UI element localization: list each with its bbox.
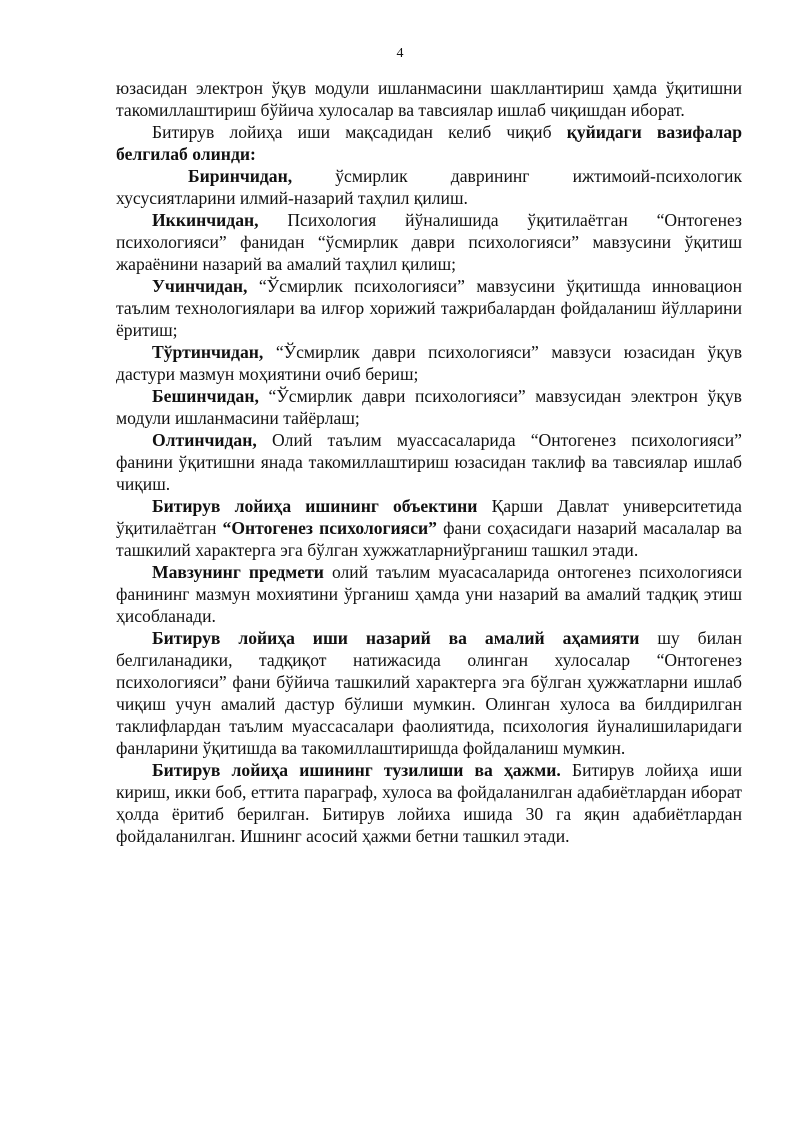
page-number: 4 — [396, 46, 404, 61]
paragraph-bold-lead: Учинчидан, — [152, 276, 248, 296]
paragraph-intro-continuation — [116, 77, 742, 121]
paragraph-bold-lead: Мавзунинг предмети — [152, 562, 324, 582]
paragraph-text: “Ўсмирлик психологияси” мавзусини ўқитишда инновацион таълим технологиялари ва илғор хорижий тажрибалардан фойдаланиш йўлларини ёритиш; — [116, 276, 742, 340]
paragraph-task-5 — [116, 385, 742, 429]
paragraph-task-1 — [116, 165, 742, 209]
document-body — [116, 77, 742, 847]
paragraph-bold-lead: Бешинчидан, — [152, 386, 259, 406]
paragraph-bold-lead: қуйидаги вазифалар белгилаб олинди: — [116, 122, 743, 164]
paragraph-text: шу билан белгиланадики, тадқиқот натижасида олинган хулосалар “Онтогенез психологияси” фани бўйича ташкилий характерга эга бўлган ҳужжатларни ишлаб чиқиш учун амалий дастур бўлиши мумкин. Олинган хулоса ва билдирилган таклифлардан таълим муассасалари фаолиятида, психология йуналишиларидаги фанларини ўқитишда ва такомиллаштиришда фойдаланиш мумкин. — [116, 628, 742, 758]
paragraph-text: “Ўсмирлик даври психологияси” мавзусидан электрон ўқув модули ишланмасини тайёрлаш; — [116, 386, 742, 428]
paragraph-significance — [116, 627, 742, 759]
paragraph-task-4 — [116, 341, 742, 385]
paragraph-task-2 — [116, 209, 742, 275]
paragraph-tasks-intro — [116, 121, 742, 165]
paragraph-bold-lead: Битирув лойиҳа ишининг объектини — [152, 496, 478, 516]
paragraph-text: Қарши Давлат университетида ўқитилаётган — [116, 496, 742, 538]
paragraph-text: юзасидан электрон ўқув модули ишланмасини шакллантириш ҳамда ўқитишни такомиллаштириш бўйича хулосалар ва тавсиялар ишлаб чиқишдан иборат. — [116, 78, 742, 120]
paragraph-task-3 — [116, 275, 742, 341]
paragraph-bold-inline: “Онтогенез психологияси” — [222, 518, 437, 538]
paragraph-bold-lead: Олтинчидан, — [152, 430, 257, 450]
paragraph-text: Психология йўналишида ўқитилаётган “Онтогенез психологияси” фанидан “ўсмирлик даври психологияси” мавзусини ўқитиш жараёнини назарий ва амалий таҳлил қилиш; — [116, 210, 742, 274]
paragraph-subject — [116, 561, 742, 627]
paragraph-text: фани соҳасидаги назарий масалалар ва ташкилий характерга эга бўлган хужжатларниўрганиш ташкил этади. — [116, 518, 742, 560]
paragraph-bold-lead: Битирув лойиҳа ишининг тузилиши ва ҳажми. — [152, 760, 561, 780]
paragraph-task-6 — [116, 429, 742, 495]
paragraph-text: “Ўсмирлик даври психологияси” мавзуси юзасидан ўқув дастури мазмун моҳиятини очиб бериш; — [116, 342, 742, 384]
paragraph-text: Битирув лойиҳа иши мақсадидан келиб чиқиб — [152, 122, 567, 142]
paragraph-text: Битирув лойиҳа иши кириш, икки боб, еттита параграф, хулоса ва фойдаланилган адабиётлардан иборат ҳолда ёритиб берилган. Битирув лойиха ишида 30 га яқин адабиётлардан фойдаланилган. Ишнинг асосий ҳажми бетни ташкил этади. — [116, 760, 742, 846]
paragraph-text: олий таълим муасасаларида онтогенез психологияси фанининг мазмун мохиятини ўрганиш ҳамда уни назарий ва амалий тадқиқ этиш ҳисобланади. — [116, 562, 742, 626]
paragraph-object — [116, 495, 742, 561]
paragraph-text: ўсмирлик даврининг ижтимоий-психологик хусусиятларини илмий-назарий таҳлил қилиш. — [116, 166, 742, 208]
paragraph-bold-lead: Тўртинчидан, — [152, 342, 264, 362]
paragraph-structure — [116, 759, 742, 847]
paragraph-bold-lead: Иккинчидан, — [152, 210, 259, 230]
paragraph-text: Олий таълим муассасаларида “Онтогенез психологияси” фанини ўқитишни янада такомиллаштириш юзасидан таклиф ва тавсиялар ишлаб чиқиш. — [116, 430, 742, 494]
paragraph-bold-lead: Битирув лойиҳа иши назарий ва амалий аҳамияти — [152, 628, 640, 648]
paragraph-bold-lead: Биринчидан, — [188, 166, 293, 186]
